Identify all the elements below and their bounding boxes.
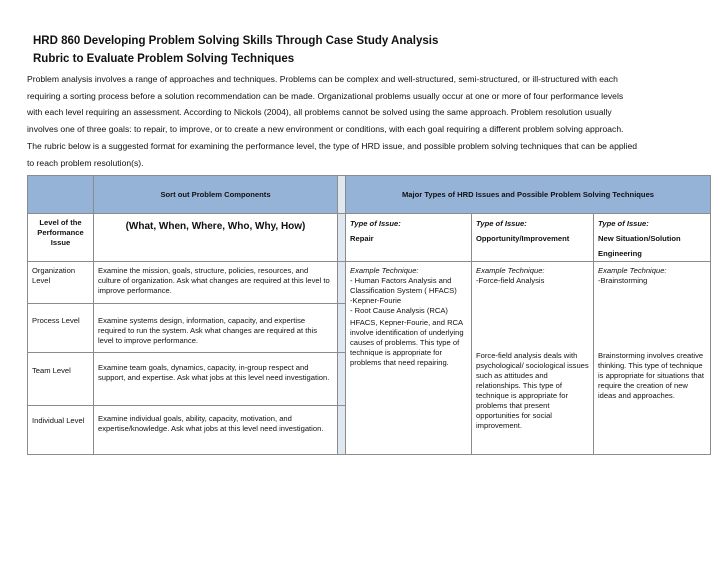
column-gap bbox=[338, 406, 346, 455]
technique-item: - Human Factors Analysis and Classification System ( HFACS) bbox=[350, 276, 457, 295]
document-title: HRD 860 Developing Problem Solving Skills Through Case Study Analysis bbox=[33, 35, 439, 47]
sort-components-header: Sort out Problem Components bbox=[94, 176, 338, 214]
rubric-note-line: The rubric below is a suggested format for examining the performance level, the type of HRD issue, and possible problem solving techniques that can be applied bbox=[27, 141, 638, 151]
level-label: Team Level bbox=[28, 353, 94, 406]
document-subtitle: Rubric to Evaluate Problem Solving Techniques bbox=[33, 53, 295, 65]
issue-type-repair bbox=[346, 214, 472, 262]
improvement-technique-cell bbox=[472, 262, 594, 455]
rubric-note-line: to reach problem resolution(s). bbox=[27, 157, 144, 168]
header-blank-cell bbox=[28, 176, 94, 214]
issue-type-value: Repair bbox=[350, 234, 374, 243]
intro-line: with each level requiring an assessment. According to Nickols (2004), all problems cannot be solved using the same approach. Problem resolution usually bbox=[27, 107, 612, 117]
intro-line: Problem analysis involves a range of approaches and techniques. Problems can be complex and well-structured, semi-structured, or ill-structured with each bbox=[27, 74, 618, 84]
level-description: Examine team goals, dynamics, capacity, in-group respect and support, and expertise. Ask what jobs at this level need investigation. bbox=[94, 353, 338, 406]
column-gap bbox=[338, 176, 346, 214]
technique-explanation: Brainstorming involves creative thinking. This type of technique is appropriate for situations that require the creation of new ideas and approaches. bbox=[598, 351, 704, 400]
level-label: Individual Level bbox=[28, 406, 94, 455]
intro-line: involves one of three goals: to repair, to improve, or to create a new environment or conditions, with each goal requiring a different problem solving approach. bbox=[27, 123, 624, 134]
technique-explanation: HFACS, Kepner-Fourie, and RCA involve identification of underlying causes of problems. This type of technique is appropriate for problems that need repairing. bbox=[350, 318, 464, 367]
level-header: Level of the Performance Issue bbox=[28, 214, 94, 262]
rubric-table bbox=[27, 175, 711, 455]
column-gap bbox=[338, 262, 346, 304]
intro-paragraph bbox=[27, 71, 697, 137]
technique-item: - Root Cause Analysis (RCA) bbox=[350, 306, 448, 315]
issue-type-value: Opportunity/Improvement bbox=[476, 234, 570, 243]
technique-label: Example Technique: bbox=[350, 266, 419, 275]
technique-label: Example Technique: bbox=[598, 266, 667, 275]
technique-item: -Kepner-Fourie bbox=[350, 296, 402, 305]
issue-type-improvement bbox=[472, 214, 594, 262]
technique-label: Example Technique: bbox=[476, 266, 545, 275]
column-gap bbox=[338, 304, 346, 353]
intro-line: requiring a sorting process before a solution recommendation can be made. Organizational problems usually occur at one or more of four performance levels bbox=[27, 90, 624, 101]
issue-type-value: New Situation/Solution Engineering bbox=[598, 234, 681, 258]
rubric-note-paragraph bbox=[27, 138, 697, 171]
components-header: (What, When, Where, Who, Why, How) bbox=[94, 214, 338, 262]
level-label: Organization Level bbox=[28, 262, 94, 304]
hrd-issues-header: Major Types of HRD Issues and Possible Problem Solving Techniques bbox=[346, 176, 711, 214]
level-description: Examine the mission, goals, structure, policies, resources, and culture of organization. Ask what changes are required at this level to improve performance. bbox=[94, 262, 338, 304]
technique-item: -Force-field Analysis bbox=[476, 276, 545, 285]
technique-explanation: Force-field analysis deals with psychological/ sociological issues such as attitudes and relationships. This type of technique is appropriate for problems that present opportunities for social improvement. bbox=[476, 351, 589, 430]
issue-type-new-situation bbox=[594, 214, 711, 262]
technique-item: -Brainstorming bbox=[598, 276, 648, 285]
repair-technique-cell bbox=[346, 262, 472, 455]
level-label: Process Level bbox=[28, 304, 94, 353]
level-description: Examine systems design, information, capacity, and expertise required to run the system. Ask what changes are required at this level to improve performance. bbox=[94, 304, 338, 353]
column-gap bbox=[338, 353, 346, 406]
new-situation-technique-cell bbox=[594, 262, 711, 455]
issue-type-label: Type of Issue: bbox=[598, 219, 649, 228]
level-description: Examine individual goals, ability, capacity, motivation, and expertise/knowledge. Ask what jobs at this level need investigation. bbox=[94, 406, 338, 455]
issue-type-label: Type of Issue: bbox=[476, 219, 527, 228]
issue-type-label: Type of Issue: bbox=[350, 219, 401, 228]
column-gap bbox=[338, 214, 346, 262]
